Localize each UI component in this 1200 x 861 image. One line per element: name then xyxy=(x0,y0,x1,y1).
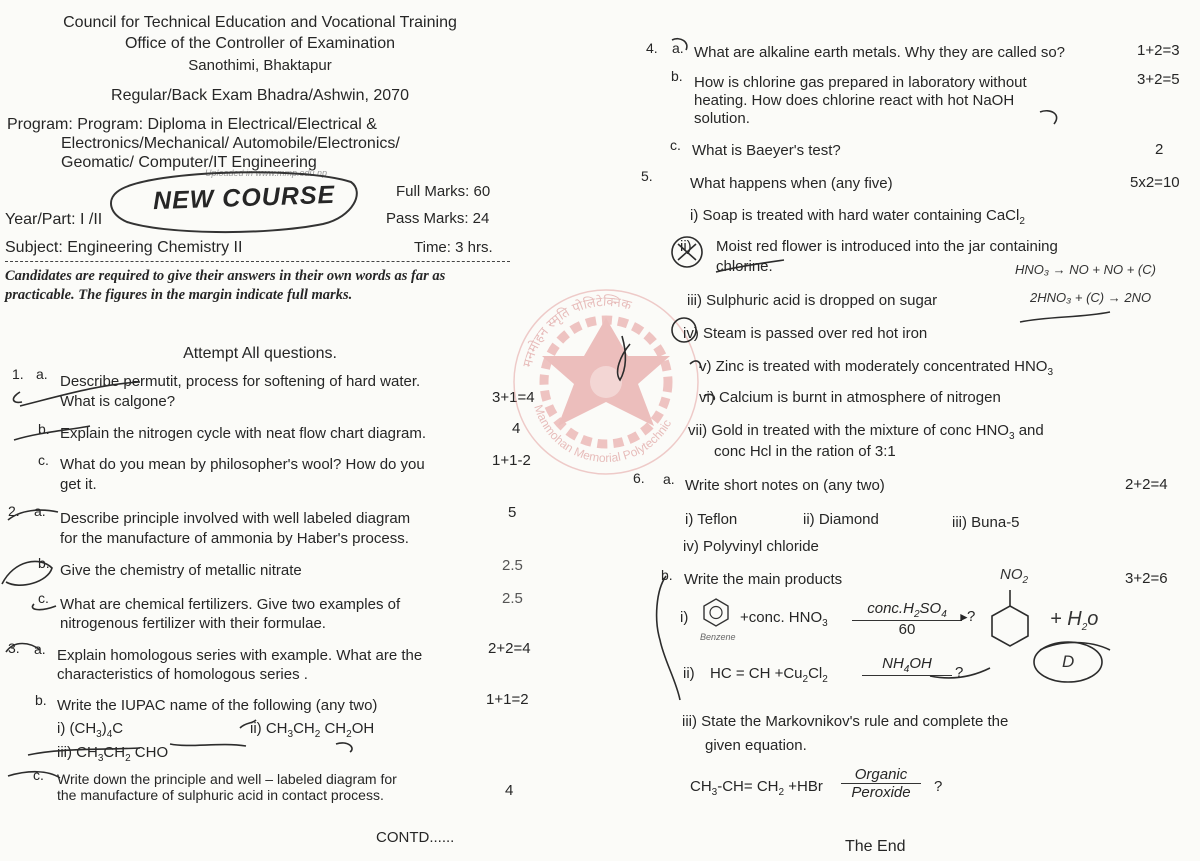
handwritten-water: + $H_2o$ xyxy=(1050,608,1099,633)
program-line-2: Electronics/Mechanical/ Automobile/Electronics/ xyxy=(61,135,400,152)
q6b-ii-label: ii) xyxy=(683,665,695,682)
q5-ii-label: ii) xyxy=(680,238,692,255)
q6a-iii: iii) Buna-5 xyxy=(952,514,1020,531)
q6b-label: b. xyxy=(661,567,673,583)
q6b-ii-product: ? xyxy=(955,664,964,681)
q6b-i-label: i) xyxy=(680,609,689,626)
q2a-line2: for the manufacture of ammonia by Haber's process. xyxy=(60,530,409,547)
q6a-label: a. xyxy=(663,471,675,487)
q2c-marks: 2.5 xyxy=(502,590,523,607)
q5-vi: vi) Calcium is burnt in atmosphere of nitrogen xyxy=(699,389,1001,406)
q3b-marks: 1+1=2 xyxy=(486,691,529,708)
q6b-iii-product: ? xyxy=(934,778,943,795)
q6a-ii: ii) Diamond xyxy=(803,511,879,528)
q5-ii-line2: chlorine. xyxy=(716,258,773,275)
q3a-line2: characteristics of homologous series . xyxy=(57,666,308,683)
year-part: Year/Part: I /II xyxy=(5,211,103,228)
q5-iv: iv) Steam is passed over red hot iron xyxy=(683,325,928,342)
q3a-line1: Explain homologous series with example. What are the xyxy=(57,647,423,664)
new-course-stamp: NEW COURSE xyxy=(152,180,336,216)
q2b-label: b. xyxy=(38,555,50,571)
q1c-marks: 1+1-2 xyxy=(492,452,531,469)
q2b-text: Give the chemistry of metallic nitrate xyxy=(60,562,302,579)
attempt-all: Attempt All questions. xyxy=(183,345,337,362)
q6b-iii-equation: $CH_3-CH= CH_2 +HBr$ xyxy=(690,778,823,798)
q4a-marks: 1+2=3 xyxy=(1137,42,1180,59)
q6b-iii-conditions: $\frac{\text{Organic}}{\text{Peroxide}}$ xyxy=(841,766,921,801)
q2b-marks: 2.5 xyxy=(502,557,523,574)
q5-v: v) Zinc is treated with moderately concentrated $HNO_3$ xyxy=(699,358,1054,378)
q4c-text: What is Baeyer's test? xyxy=(692,142,841,159)
q6a-iv: iv) Polyvinyl chloride xyxy=(683,538,819,555)
q5-marks: 5x2=10 xyxy=(1130,174,1180,191)
q3c-label: c. xyxy=(33,767,44,783)
handwritten-note-2: 2HNO₃ + (C) → 2NO xyxy=(1030,290,1152,305)
q5-number: 5. xyxy=(641,168,653,184)
arrow-head-icon: ► xyxy=(958,610,970,624)
q1c-line1: What do you mean by philosopher's wool? How do you xyxy=(60,456,425,473)
q3b-label: b. xyxy=(35,692,47,708)
office-location: Sanothimi, Bhaktapur xyxy=(188,57,332,74)
q5-intro: What happens when (any five) xyxy=(690,175,893,192)
q2c-label: c. xyxy=(38,590,49,606)
q3b-iii: iii) $CH_3CH_2$ CHO xyxy=(57,744,169,764)
q3b-ii: ii) $CH_3CH_2$ $CH_2OH$ xyxy=(250,720,375,740)
time-allowed: Time: 3 hrs. xyxy=(414,239,493,256)
q4b-label: b. xyxy=(671,68,683,84)
q1b-text: Explain the nitrogen cycle with neat flow chart diagram. xyxy=(60,425,427,442)
seal-text-bottom: Manmohan Memorial Polytechnic xyxy=(531,402,675,466)
q2c-line1: What are chemical fertilizers. Give two examples of xyxy=(60,596,401,613)
q6b-i-conditions: $\frac{conc.H_2SO_4}{60}$ xyxy=(852,600,962,638)
handwritten-note-1: HNO₃ → NO + NO + (C) xyxy=(1015,262,1156,277)
the-end: The End xyxy=(845,838,906,855)
q1a-line1: Describe permutit, process for softening of hard water. xyxy=(60,373,421,390)
q3-number: 3. xyxy=(8,640,20,656)
q2-number: 2. xyxy=(8,503,20,519)
handwritten-benzene: Benzene xyxy=(700,632,736,642)
q1a-line2: What is calgone? xyxy=(60,393,176,410)
q3c-line1: Write down the principle and well – labeled diagram for xyxy=(57,771,397,787)
q3a-marks: 2+2=4 xyxy=(488,640,531,657)
q1b-label: b. xyxy=(38,421,50,437)
q2a-label: a. xyxy=(34,503,46,519)
seal-text-top: मनमोहन स्मृति पोलिटेक्निक xyxy=(520,294,633,369)
q6-number: 6. xyxy=(633,470,645,486)
q1c-label: c. xyxy=(38,452,49,468)
program-line-1: Program: Program: Diploma in Electrical/Electrical & xyxy=(7,116,377,133)
q6a-i: i) Teflon xyxy=(685,511,738,528)
q3a-label: a. xyxy=(34,641,46,657)
q2a-marks: 5 xyxy=(508,504,517,521)
q4c-label: c. xyxy=(670,137,681,153)
q5-vii-line2: conc Hcl in the ration of 3:1 xyxy=(714,443,896,460)
q1-number: 1. xyxy=(12,366,24,382)
q6b-iii-line2: given equation. xyxy=(705,737,807,754)
q5-ii-line1: Moist red flower is introduced into the jar containing xyxy=(716,238,1058,255)
q1b-marks: 4 xyxy=(512,420,521,437)
q6b-ii-equation: HC = CH $+Cu_2Cl_2$ xyxy=(710,665,828,685)
office-name: Office of the Controller of Examination xyxy=(124,35,396,52)
q4b-line1: How is chlorine gas prepared in laboratory without xyxy=(694,74,1027,91)
q5-vii-line1: vii) Gold in treated with the mixture of conc $HNO_3$ and xyxy=(688,422,1044,442)
instructions: Candidates are required to give their answers in their own words as far as practicable. The figures in the margin indicate full marks. xyxy=(5,268,446,303)
q3c-line2: the manufacture of sulphuric acid in contact process. xyxy=(57,787,384,803)
q4a-text: What are alkaline earth metals. Why they are called so? xyxy=(694,44,1066,61)
q6b-iii-line1: iii) State the Markovnikov's rule and complete the xyxy=(682,713,1009,730)
program-line-3: Geomatic/ Computer/IT Engineering xyxy=(61,154,317,171)
q3c-marks: 4 xyxy=(505,782,514,799)
q4a-label: a. xyxy=(672,40,684,56)
q1a-label: a. xyxy=(36,366,48,382)
q6a-text: Write short notes on (any two) xyxy=(685,477,885,494)
q4b-line2: heating. How does chlorine react with hot NaOH xyxy=(694,92,1015,109)
q2c-line2: nitrogenous fertilizer with their formulae. xyxy=(60,615,326,632)
contd: CONTD...... xyxy=(376,829,455,846)
q6b-ii-conditions: $NH_4OH$ xyxy=(862,655,952,676)
handwritten-d: D xyxy=(1062,652,1075,671)
q6b-text: Write the main products xyxy=(684,571,843,588)
q4b-line3: solution. xyxy=(694,110,750,127)
pass-marks: Pass Marks: 24 xyxy=(386,210,490,227)
exam-title: Regular/Back Exam Bhadra/Ashwin, 2070 xyxy=(111,87,409,104)
q6b-i-product: ? xyxy=(967,608,976,625)
q3b-text: Write the IUPAC name of the following (any two) xyxy=(57,697,378,714)
q6b-marks: 3+2=6 xyxy=(1125,570,1168,587)
q1c-line2: get it. xyxy=(60,476,97,493)
q3b-i: i) $(CH_3)_4C$ xyxy=(57,720,124,740)
upload-watermark: Uploaded in www.mmp.edu.np xyxy=(205,168,328,178)
q5-i: i) Soap is treated with hard water containing CaCl$_2$ xyxy=(690,207,1025,227)
q6b-i-reagent: +conc. $HNO_3$ xyxy=(740,609,828,629)
q4b-marks: 3+2=5 xyxy=(1137,71,1180,88)
subject: Subject: Engineering Chemistry II xyxy=(5,239,243,256)
full-marks: Full Marks: 60 xyxy=(396,183,491,200)
council-name: Council for Technical Education and Vocational Training xyxy=(63,14,457,31)
q1a-marks: 3+1=4 xyxy=(492,389,535,406)
q6a-marks: 2+2=4 xyxy=(1125,476,1168,493)
handwritten-nitro: $NO_2$ xyxy=(1000,566,1029,586)
q2a-line1: Describe principle involved with well labeled diagram xyxy=(60,510,411,527)
q5-iii: iii) Sulphuric acid is dropped on sugar xyxy=(687,292,938,309)
q4c-marks: 2 xyxy=(1155,141,1164,158)
q4-number: 4. xyxy=(646,40,658,56)
